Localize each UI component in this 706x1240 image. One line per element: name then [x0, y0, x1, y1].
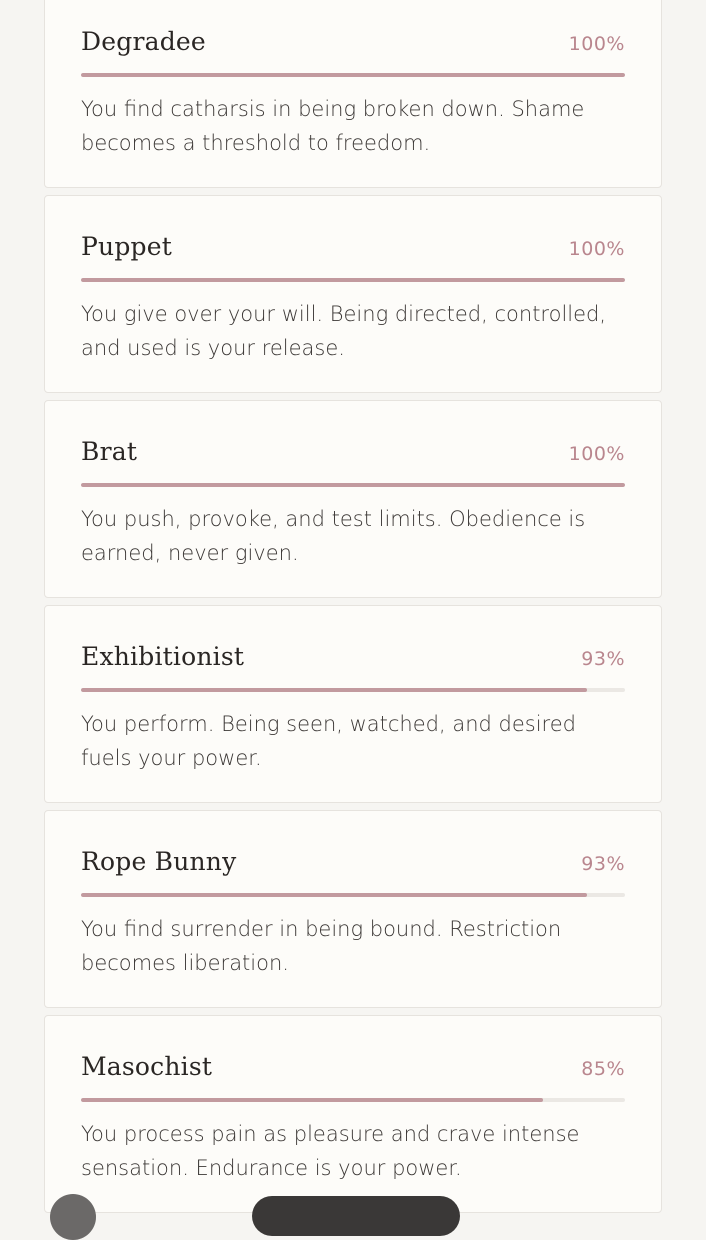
card-percent: 93% [581, 648, 625, 670]
card-header [81, 1052, 625, 1092]
card-header [81, 847, 625, 887]
card-description: You perform. Being seen, watched, and desired fuels your power. [81, 712, 576, 770]
card-percent: 100% [568, 443, 625, 465]
card-percent: 93% [581, 853, 625, 875]
progress-track [81, 278, 625, 282]
progress-fill [81, 1098, 543, 1102]
card-percent: 100% [568, 33, 625, 55]
card-title: Masochist [81, 1052, 213, 1081]
progress-fill [81, 278, 625, 282]
result-card-puppet [44, 195, 662, 393]
card-description: You give over your will. Being directed, controlled, and used is your release. [81, 302, 607, 360]
progress-fill [81, 73, 625, 77]
card-percent: 100% [568, 238, 625, 260]
progress-track [81, 893, 625, 897]
card-description: You push, provoke, and test limits. Obedience is earned, never given. [81, 507, 586, 565]
progress-track [81, 1098, 625, 1102]
result-card-rope-bunny [44, 810, 662, 1008]
floating-action-button[interactable] [50, 1194, 96, 1240]
card-percent: 85% [581, 1058, 625, 1080]
progress-track [81, 73, 625, 77]
result-card-masochist [44, 1015, 662, 1213]
card-description: You find catharsis in being broken down. Shame becomes a threshold to freedom. [81, 97, 585, 155]
card-header [81, 437, 625, 477]
result-card-degradee [44, 0, 662, 188]
card-header [81, 642, 625, 682]
result-card-brat [44, 400, 662, 598]
card-header [81, 232, 625, 272]
progress-fill [81, 688, 587, 692]
progress-track [81, 688, 625, 692]
card-title: Degradee [81, 27, 206, 56]
progress-fill [81, 483, 625, 487]
card-title: Exhibitionist [81, 642, 245, 671]
progress-track [81, 483, 625, 487]
card-title: Rope Bunny [81, 847, 237, 876]
results-list [44, 0, 662, 1220]
card-description: You process pain as pleasure and crave intense sensation. Endurance is your power. [81, 1122, 580, 1180]
card-title: Brat [81, 437, 138, 466]
card-header [81, 27, 625, 67]
bottom-navigation-pill[interactable] [252, 1196, 460, 1236]
result-card-exhibitionist [44, 605, 662, 803]
card-description: You find surrender in being bound. Restriction becomes liberation. [81, 917, 562, 975]
card-title: Puppet [81, 232, 172, 261]
progress-fill [81, 893, 587, 897]
